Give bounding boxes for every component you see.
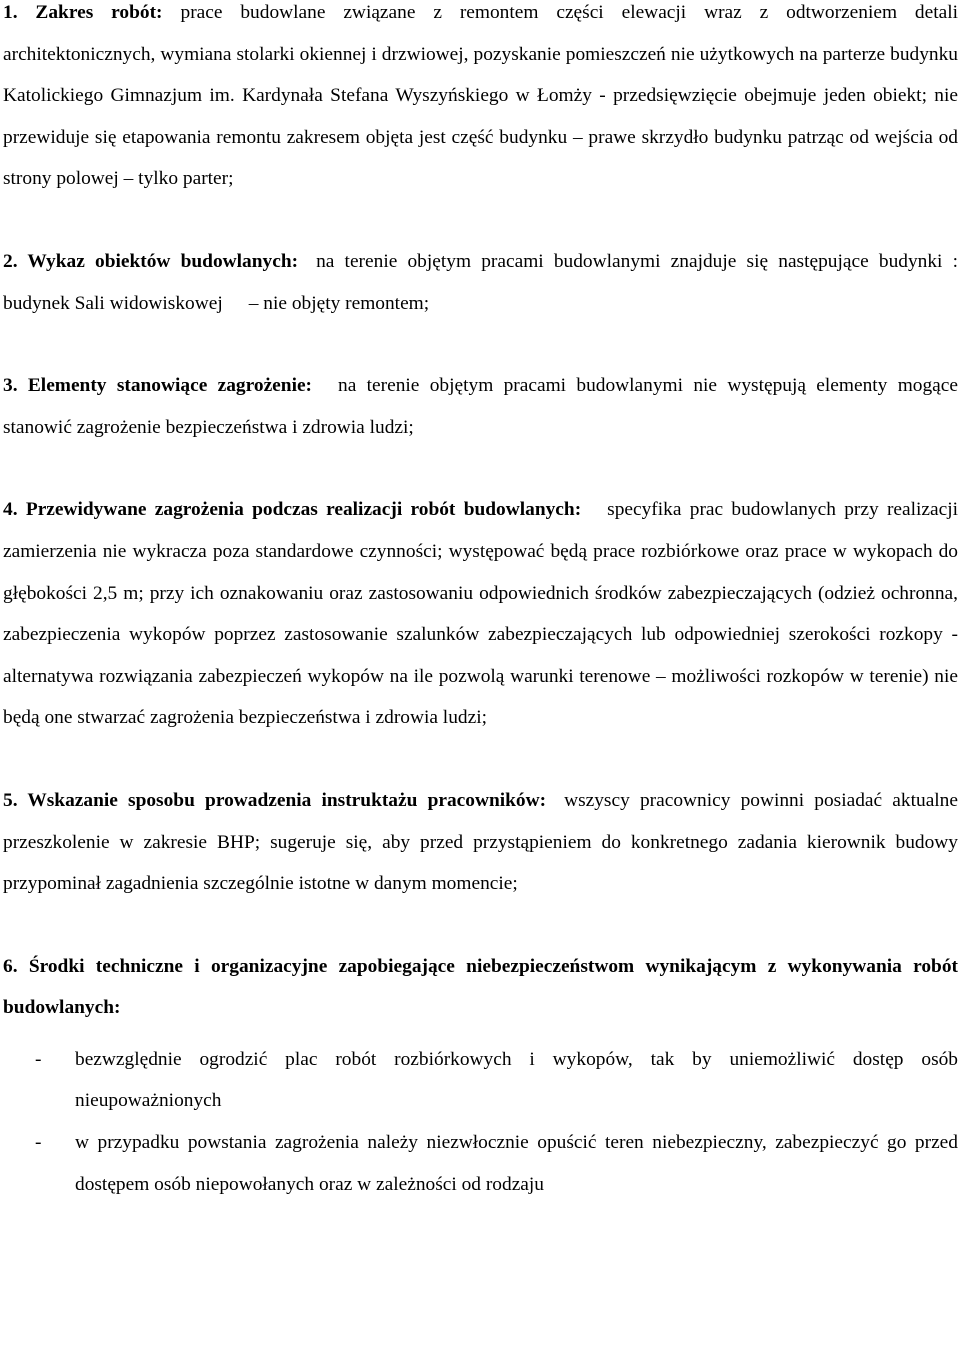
section-1-heading: 1. Zakres robót: [3,2,163,23]
section-2-text: na terenie objętym pracami budowlanymi znajduje się następujące budynki : budynek Sali widowiskowej [3,250,959,314]
section-1 [3,0,958,200]
section-3-text: na terenie objętym pracami budowlanymi nie występują elementy mogące stanowić zagrożenie bezpieczeństwa i zdrowia ludzi; [3,375,958,438]
list-item-text: w przypadku powstania zagrożenia należy niezwłocznie opuścić teren niebezpieczny, zabezpieczyć go przed dostępem osób niepowołanych oraz w zależności od rodzaju [75,1132,958,1195]
section-4-text: specyfika prac budowlanych przy realizacji zamierzenia nie wykracza poza standardowe czynności; występować będą prace rozbiórkowe oraz prace w wykopach do głębokości 2,5 m; przy ich oznakowaniu oraz zastosowaniu odpowiednich środków zabezpieczających (odzież ochronna, zabezpieczenia wykopów poprzez zastosowanie szalunków zabezpieczających lub odpowiedniej szerokości rozkopy - alternatywa rozwiązania zabezpieczeń wykopów na ile pozwolą warunki terenowe – możliwości rozkopów w terenie) nie będą one stwarzać zagrożenia bezpieczeństwa i zdrowia ludzi; [3,499,958,729]
section-6-heading: 6. Środki techniczne i organizacyjne zapobiegające niebezpieczeństwom wynikającym z wykonywania robót budowlanych: [3,955,958,1019]
section-5-text: wszyscy pracownicy powinni posiadać aktualne przeszkolenie w zakresie BHP; sugeruje się, aby przed przystąpieniem do konkretnego zadania kierownik budowy przypominał zagadnienia szczególnie istotne w danym momencie; [3,789,958,895]
section-2-text-tail: – nie objęty remontem; [248,292,430,314]
section-5 [3,780,958,905]
list-item-marker: - [35,1048,42,1070]
section-6 [3,946,958,1029]
section-4-heading: 4. Przewidywane zagrożenia podczas realizacji robót budowlanych: [3,499,582,521]
section-1-text: prace budowlane związane z remontem części elewacji wraz z odtworzeniem detali architektonicznych, wymiana stolarki okiennej i drzwiowej, pozyskanie pomieszczeń nie użytkowych na parterze budynku Katolickiego Gimnazjum im. Kardynała Stefana Wyszyńskiego w Łomży - przedsięwzięcie obejmuje jeden obiekt; nie przewiduje się etapowania remontu zakresem objęta jest część budynku – prawe skrzydło budynku patrząc od wejścia od strony polowej – tylko parter; [3,2,959,190]
list-item [3,1039,958,1122]
section-6-list [3,1039,958,1205]
section-3 [3,365,958,448]
section-2 [3,241,958,324]
list-item-marker: - [35,1132,42,1154]
section-3-heading: 3. Elementy stanowiące zagrożenie: [3,375,313,397]
section-2-heading: 2. Wykaz obiektów budowlanych: [3,250,299,272]
document-page [3,0,958,1205]
list-item-text: bezwzględnie ogrodzić plac robót rozbiórkowych i wykopów, tak by uniemożliwić dostęp osób nieupoważnionych [75,1048,958,1112]
section-5-heading: 5. Wskazanie sposobu prowadzenia instruktażu pracowników: [3,789,547,811]
list-item [3,1122,958,1205]
section-4 [3,489,958,739]
